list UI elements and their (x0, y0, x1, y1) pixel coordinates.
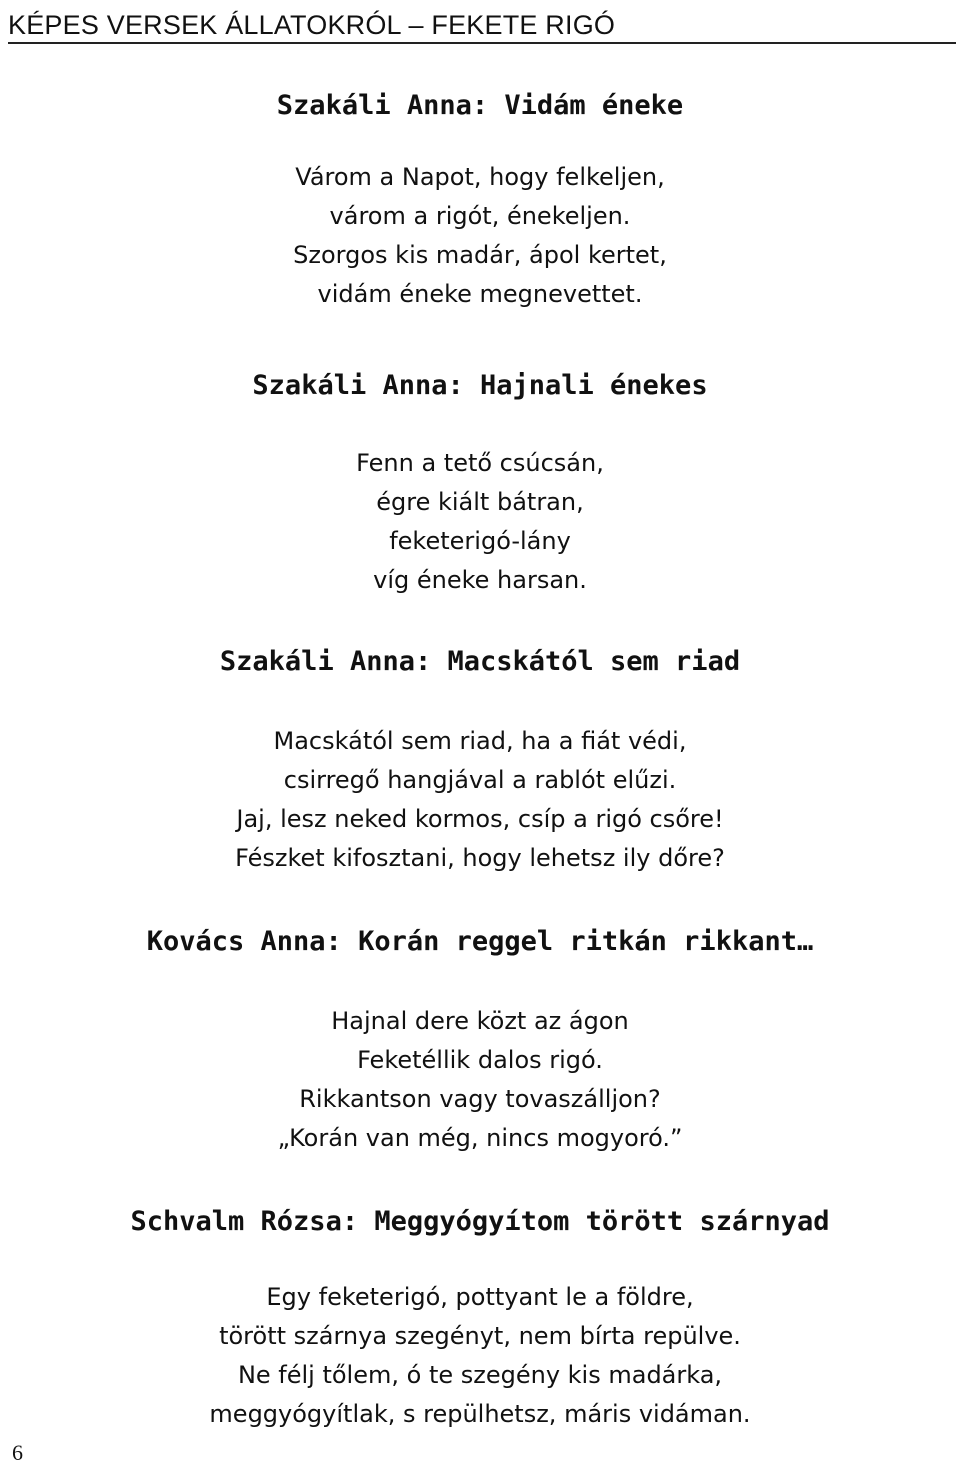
poem-line: Fészket kifosztani, hogy lehetsz ily dőre? (235, 844, 725, 872)
poem-line: Egy feketerigó, pottyant le a földre, (266, 1283, 694, 1311)
poem-line: törött szárnya szegényt, nem bírta repülve. (219, 1322, 741, 1350)
poem-koran-reggel (0, 924, 960, 1158)
poem-line: Ne félj tőlem, ó te szegény kis madárka, (237, 1361, 723, 1389)
poem-line: feketerigó-lány (389, 527, 571, 555)
poem-line: égre kiált bátran, (376, 488, 584, 516)
poem-macskatol-sem-riad (0, 644, 960, 878)
poem-line: Fenn a tető csúcsán, (356, 449, 604, 477)
poem-line: vidám éneke megnevettet. (317, 280, 643, 308)
poem-title: Szakáli Anna: Hajnali énekes (252, 370, 708, 401)
poem-title: Kovács Anna: Korán reggel ritkán rikkant… (146, 926, 814, 957)
poem-stanza (0, 158, 960, 314)
poem-line: víg éneke harsan. (373, 566, 587, 594)
poem-title: Szakáli Anna: Vidám éneke (276, 90, 684, 121)
poem-line: Macskától sem riad, ha a fiát védi, (273, 727, 687, 755)
page-number: 6 (12, 1440, 23, 1465)
poem-line: „Korán van még, nincs mogyoró.” (277, 1124, 683, 1152)
poem-line: várom a rigót, énekeljen. (329, 202, 631, 230)
poem-line: Feketéllik dalos rigó. (357, 1046, 603, 1074)
poem-stanza (0, 1278, 960, 1434)
poem-stanza (0, 1002, 960, 1158)
poem-line: Rikkantson vagy tovaszálljon? (299, 1085, 661, 1113)
poem-line: csirregő hangjával a rablót elűzi. (283, 766, 677, 794)
page-header (8, 6, 956, 44)
poem-title: Szakáli Anna: Macskától sem riad (219, 646, 741, 677)
poem-line: meggyógyítlak, s repülhetsz, máris vidáman. (209, 1400, 751, 1428)
poem-line: Hajnal dere közt az ágon (331, 1007, 629, 1035)
poem-line: Várom a Napot, hogy felkeljen, (295, 163, 665, 191)
poem-stanza (0, 444, 960, 600)
poem-title: Schvalm Rózsa: Meggyógyítom törött szárnyad (130, 1206, 830, 1237)
poem-hajnali-enekes (0, 368, 960, 600)
poem-line: Szorgos kis madár, ápol kertet, (293, 241, 667, 269)
poem-vidam-eneke (0, 88, 960, 314)
header-title: KÉPES VERSEK ÁLLATOKRÓL – FEKETE RIGÓ (8, 10, 616, 40)
poem-stanza (0, 722, 960, 878)
poem-meggyogyitom (0, 1204, 960, 1434)
poem-line: Jaj, lesz neked kormos, csíp a rigó csőre! (236, 805, 724, 833)
